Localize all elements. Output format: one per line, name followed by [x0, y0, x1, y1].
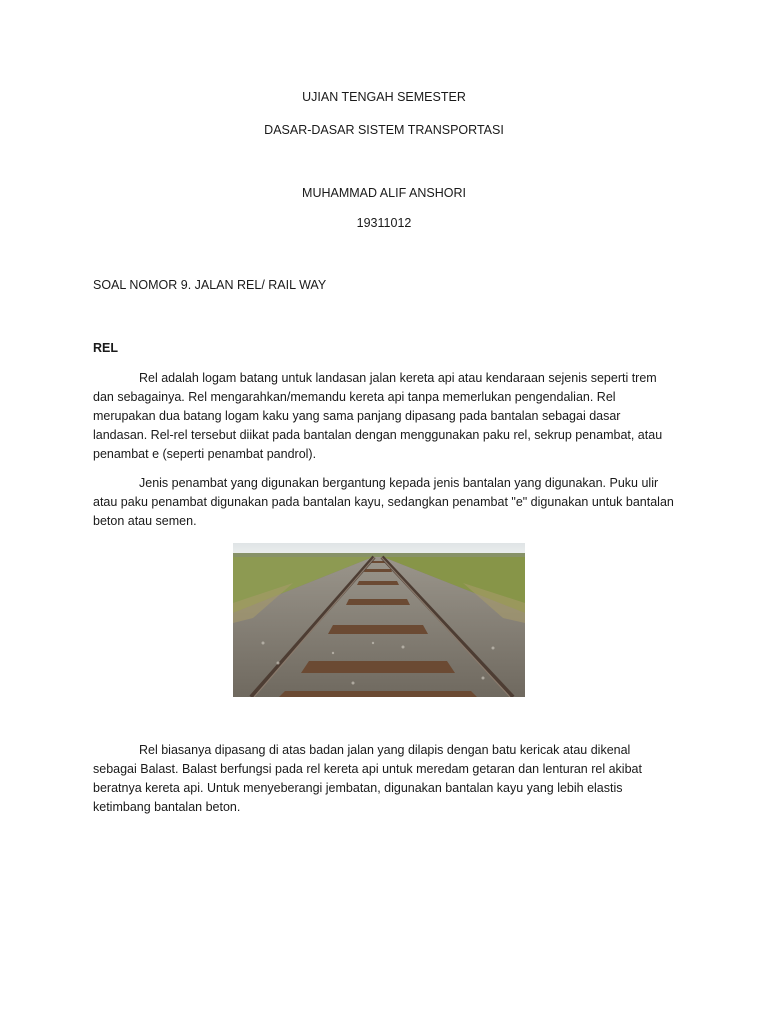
course-title: DASAR-DASAR SISTEM TRANSPORTASI: [264, 123, 504, 137]
paragraph-2-text: Jenis penambat yang digunakan bergantung kepada jenis bantalan yang digunakan. Puku ulir atau paku penambat digunakan pada bantalan kayu, sedangkan penambat "e" digunakan untuk bantalan beton atau semen.: [93, 476, 674, 528]
paragraph-1-text: Rel adalah logam batang untuk landasan jalan kereta api atau kendaraan sejenis seperti trem dan sebagainya. Rel mengarahkan/memandu kereta api tanpa memerlukan pengendalian. Rel merupakan dua batang logam kaku yang sama panjang dipasang pada bantalan sebagai dasar landasan. Rel-rel tersebut diikat pada bantalan dengan menggunakan paku rel, sekrup penambat, atau penambat e (seperti penambat pandrol).: [93, 371, 663, 461]
railway-track-photo: [233, 543, 525, 697]
railway-track-illustration: [233, 543, 525, 697]
paragraph-3: [93, 741, 677, 817]
student-id: 19311012: [356, 216, 412, 230]
exam-title: UJIAN TENGAH SEMESTER: [302, 90, 466, 104]
question-heading: SOAL NOMOR 9. JALAN REL/ RAIL WAY: [93, 278, 327, 292]
paragraph-3-text: Rel biasanya dipasang di atas badan jalan yang dilapis dengan batu kericak atau dikenal sebagai Balast. Balast berfungsi pada rel kereta api untuk meredam getaran dan lenturan rel akibat beratnya kereta api. Untuk menyeberangi jembatan, digunakan bantalan kayu yang lebih elastis ketimbang bantalan beton.: [93, 743, 642, 814]
paragraph-2: [93, 474, 677, 531]
paragraph-1: [93, 369, 677, 464]
section-title: REL: [93, 341, 118, 355]
student-name: MUHAMMAD ALIF ANSHORI: [302, 186, 466, 200]
